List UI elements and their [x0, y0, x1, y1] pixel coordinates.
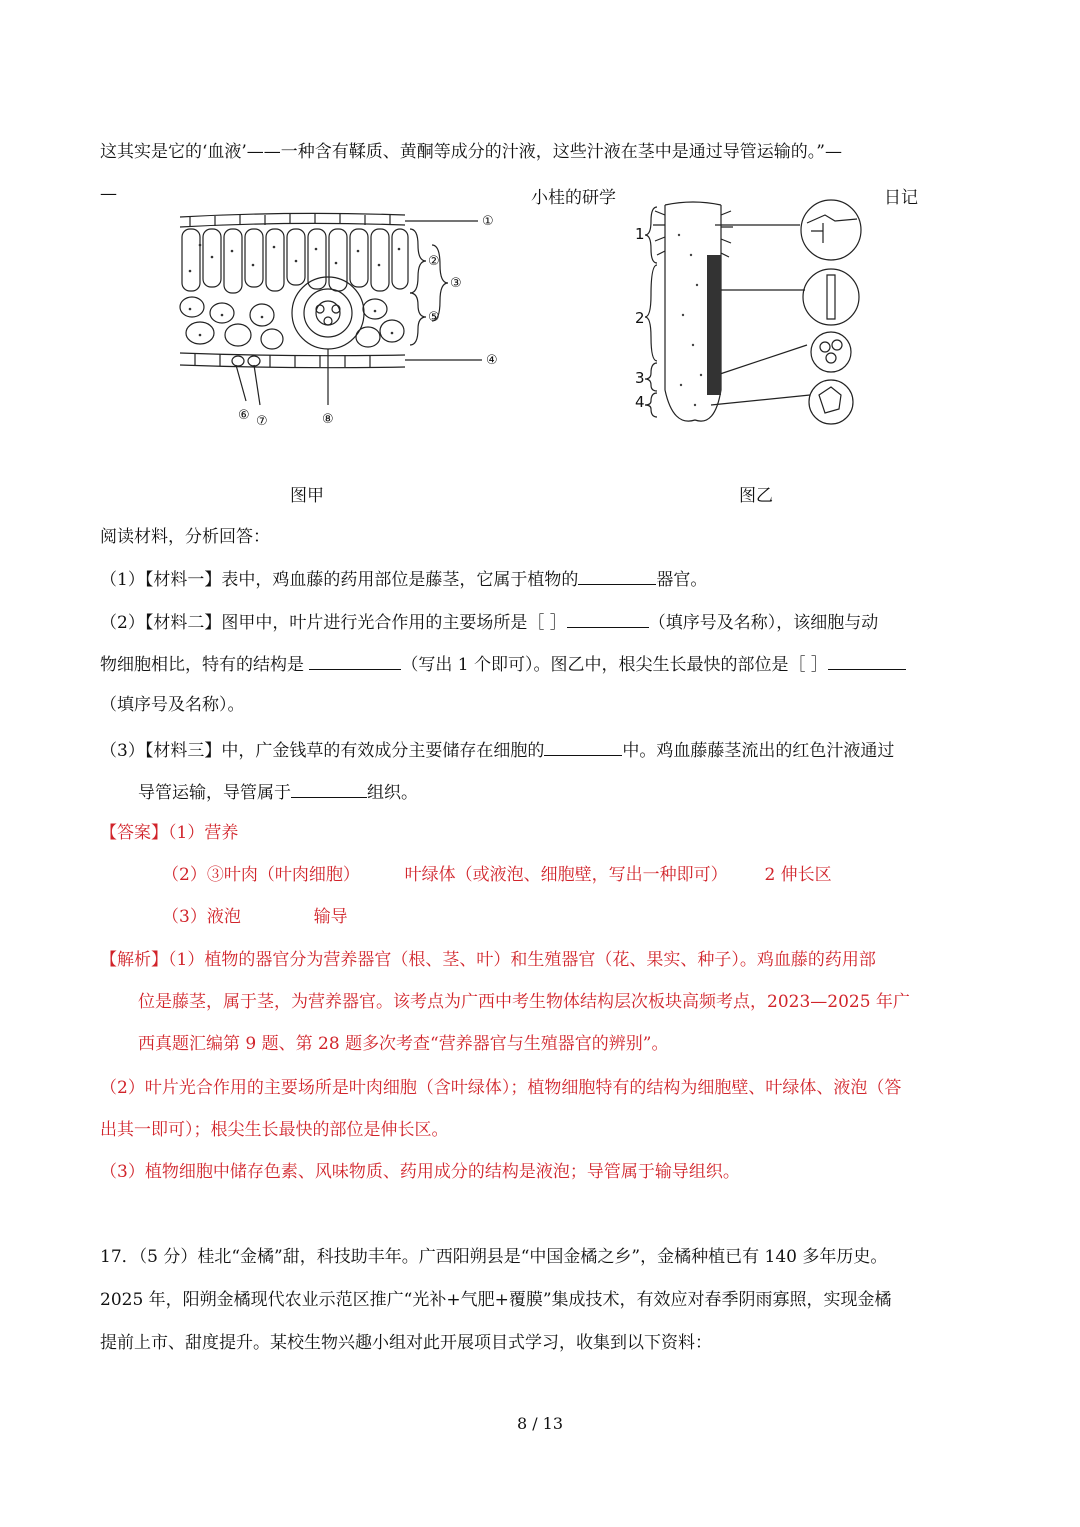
answer-2-part-2: 叶绿体（或液泡、细胞壁，写出一种即可）: [404, 865, 728, 885]
analysis-line-3: 西真题汇编第 9 题、第 28 题多次考查“营养器官与生殖器官的辨别”。: [138, 1034, 669, 1054]
leaf-label-8: ⑧: [322, 412, 334, 427]
root-tip-diagram: [635, 195, 875, 430]
prompt: 阅读材料，分析回答：: [100, 527, 270, 547]
question-2-line-2: [100, 651, 982, 677]
leaf-cross-section-diagram: [170, 205, 515, 435]
q3-text-a: （3）【材料三】中，广金钱草的有效成分主要储存在细胞的: [100, 741, 545, 761]
leaf-label-4: ④: [486, 353, 498, 368]
answer-line-1: [100, 821, 982, 845]
q2-blank-2[interactable]: [309, 651, 401, 670]
analysis-line-5: 出其一即可）；根尖生长最快的部位是伸长区。: [100, 1120, 449, 1140]
q3-text-c: 导管运输，导管属于: [138, 783, 291, 803]
answer-2-part-3: 2 伸长区: [764, 865, 832, 885]
q2-blank-1[interactable]: [567, 609, 649, 628]
intro-line-1: 这其实是它的‘血液’——一种含有鞣质、黄酮等成分的汁液，这些汁液在茎中是通过导管运输的。”—: [100, 142, 842, 162]
analysis-line-4: （2）叶片光合作用的主要场所是叶肉细胞（含叶绿体）；植物细胞特有的结构为细胞壁、叶绿体、液泡（答: [100, 1078, 902, 1098]
analysis-line-6: （3）植物细胞中储存色素、风味物质、药用成分的结构是液泡；导管属于输导组织。: [100, 1162, 740, 1182]
analysis-tag: 【解析】: [100, 950, 168, 970]
q1-blank[interactable]: [578, 566, 656, 585]
answer-2-part-1: （2）③叶肉（叶肉细胞）: [162, 865, 360, 885]
analysis-text-1: （1）植物的器官分为营养器官（根、茎、叶）和生殖器官（花、果实、种子）。鸡血藤的药用部: [168, 950, 876, 970]
question-2-line-3: （填序号及名称）。: [100, 695, 245, 715]
q3-text-d: 组织。: [367, 783, 418, 803]
q2-text-a: （2）【材料二】图甲中，叶片进行光合作用的主要场所是［ ］: [100, 613, 567, 633]
q2-text-b: （填序号及名称），该细胞与动: [648, 613, 879, 633]
q2-blank-3[interactable]: [828, 651, 906, 670]
question-1: [100, 566, 982, 592]
question-2-line-1: [100, 609, 982, 635]
q3-blank-2[interactable]: [291, 779, 367, 798]
q17-line-3: 提前上市、甜度提升。某校生物兴趣小组对此开展项目式学习，收集到以下资料：: [100, 1333, 712, 1353]
root-label-4: 4: [635, 393, 645, 411]
answer-line-2: [162, 863, 982, 887]
answer-3-part-1: （3）液泡: [162, 907, 241, 927]
intro-source-a: 小桂的研学: [531, 188, 616, 208]
answer-line-3: [162, 905, 982, 929]
q17-line-1: 17．（5 分）桂北“金橘”甜，科技助丰年。广西阳朔县是“中国金橘之乡”，金橘种植已有 140 多年历史。: [100, 1247, 888, 1267]
q3-blank-1[interactable]: [544, 737, 622, 756]
q2-text-d: （写出 1 个即可）。图乙中，根尖生长最快的部位是［ ］: [401, 655, 828, 675]
answer-3-part-2: 输导: [313, 907, 348, 927]
question-3-line-1: [100, 737, 982, 763]
figure-jia-caption: 图甲: [290, 486, 324, 506]
answer-1: （1）营养: [168, 823, 239, 843]
q3-text-b: 中。鸡血藤藤茎流出的红色汁液通过: [622, 741, 895, 761]
figure-yi-caption: 图乙: [739, 486, 773, 506]
q17-line-2: 2025 年，阳朔金橘现代农业示范区推广“光补+气肥+覆膜”集成技术，有效应对春季阴雨寡照，实现金橘: [100, 1290, 892, 1310]
root-label-3: 3: [635, 369, 645, 387]
leaf-label-1: ①: [482, 214, 494, 229]
root-label-2: 2: [635, 309, 645, 327]
answer-tag: 【答案】: [100, 823, 168, 843]
leaf-label-3: ③: [450, 276, 462, 291]
intro-line-2-dash: —: [100, 184, 117, 204]
root-label-1: 1: [635, 225, 645, 243]
leaf-label-6: ⑥: [238, 408, 250, 423]
q2-text-c: 物细胞相比，特有的结构是: [100, 655, 310, 675]
leaf-label-7: ⑦: [256, 414, 268, 429]
leaf-label-2: ②: [428, 254, 440, 269]
intro-source-b: 日记: [884, 188, 918, 208]
analysis-line-1: [100, 948, 982, 972]
page-number: 8 / 13: [516, 1414, 564, 1433]
q1-text-a: （1）【材料一】表中，鸡血藤的药用部位是藤茎，它属于植物的: [100, 570, 579, 590]
leaf-label-5: ⑤: [428, 310, 440, 325]
analysis-line-2: 位是藤茎，属于茎，为营养器官。该考点为广西中考生物体结构层次板块高频考点，2023—2025 年广: [138, 992, 910, 1012]
question-3-line-2: [138, 779, 982, 805]
q1-text-b: 器官。: [656, 570, 708, 590]
